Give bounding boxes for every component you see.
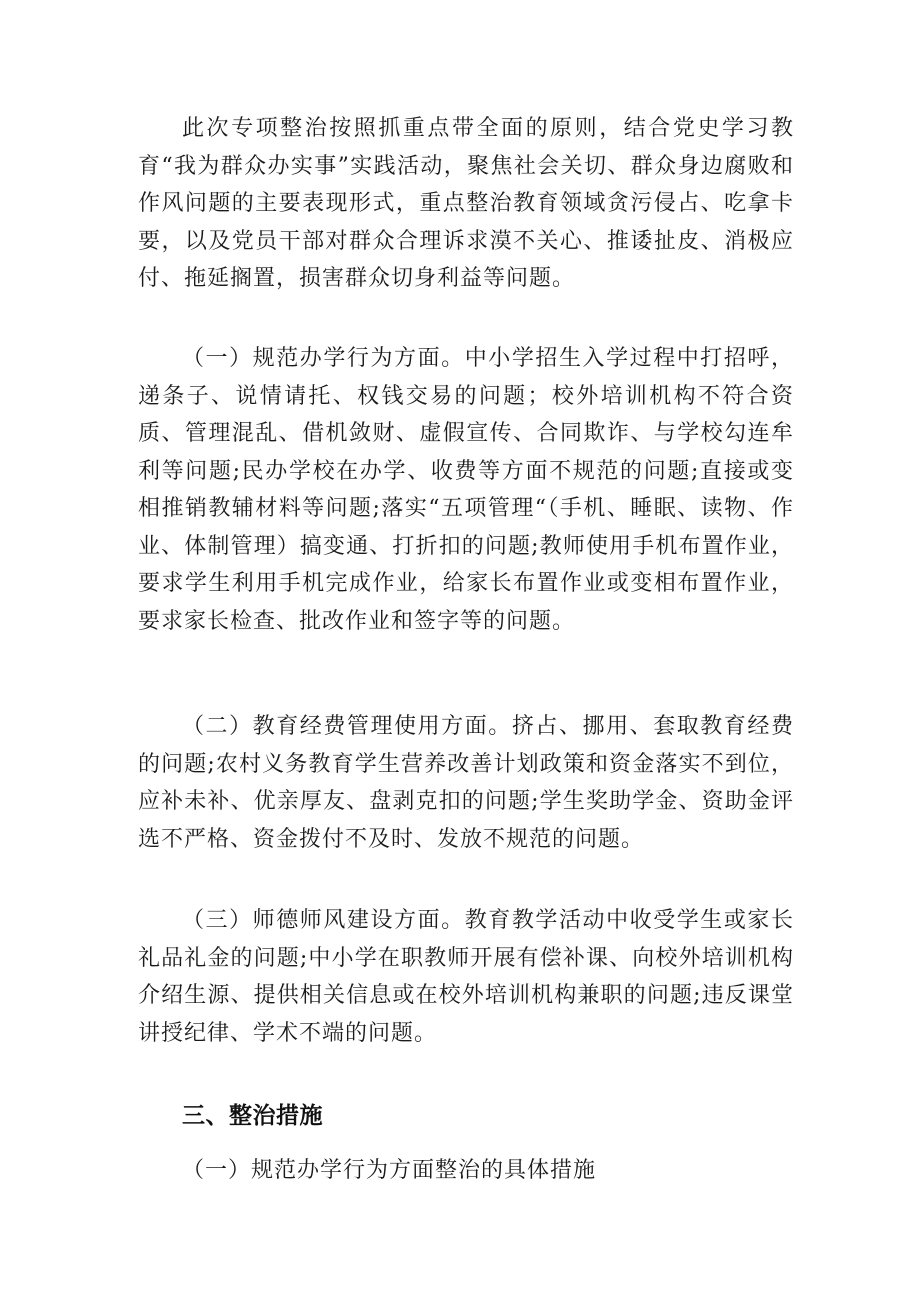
- section-heading: 三、整治措施: [182, 1103, 323, 1129]
- paragraph-teacher-ethics: （三）师德师风建设方面。教育教学活动中收受学生或家长礼品礼金的问题;中小学在职教师开展有偿补课、向校外培训机构介绍生源、提供相关信息或在校外培训机构兼职的问题;违反课堂讲授纪律、学术不端的问题。: [138, 908, 794, 1046]
- paragraph-intro: 此次专项整治按照抓重点带全面的原则，结合党史学习教育“我为群众办实事”实践活动，聚焦社会关切、群众身边腐败和作风问题的主要表现形式，重点整治教育领域贪污侵占、吃拿卡要，以及党员干部对群众合理诉求漠不关心、推诿扯皮、消极应付、拖延搁置，损害群众切身利益等问题。: [138, 116, 794, 291]
- paragraph-education-funds: （二）教育经费管理使用方面。挤占、挪用、套取教育经费的问题;农村义务教育学生营养改善计划政策和资金落实不到位，应补未补、优亲厚友、盘剥克扣的问题;学生奖助学金、资助金评选不严格、资金拨付不及时、发放不规范的问题。: [138, 714, 794, 852]
- paragraph-school-conduct: （一）规范办学行为方面。中小学招生入学过程中打招呼，递条子、说情请托、权钱交易的问题；校外培训机构不符合资质、管理混乱、借机敛财、虚假宣传、合同欺诈、与学校勾连牟利等问题;民办学校在办学、收费等方面不规范的问题;直接或变相推销教辅材料等问题;落实“五项管理“（手机、睡眠、读物、作业、体制管理）搞变通、打折扣的问题;教师使用手机布置作业，要求学生利用手机完成作业，给家长布置作业或变相布置作业，要求家长检查、批改作业和签字等的问题。: [138, 346, 794, 634]
- subsection-heading: （一）规范办学行为方面整治的具体措施: [182, 1158, 597, 1183]
